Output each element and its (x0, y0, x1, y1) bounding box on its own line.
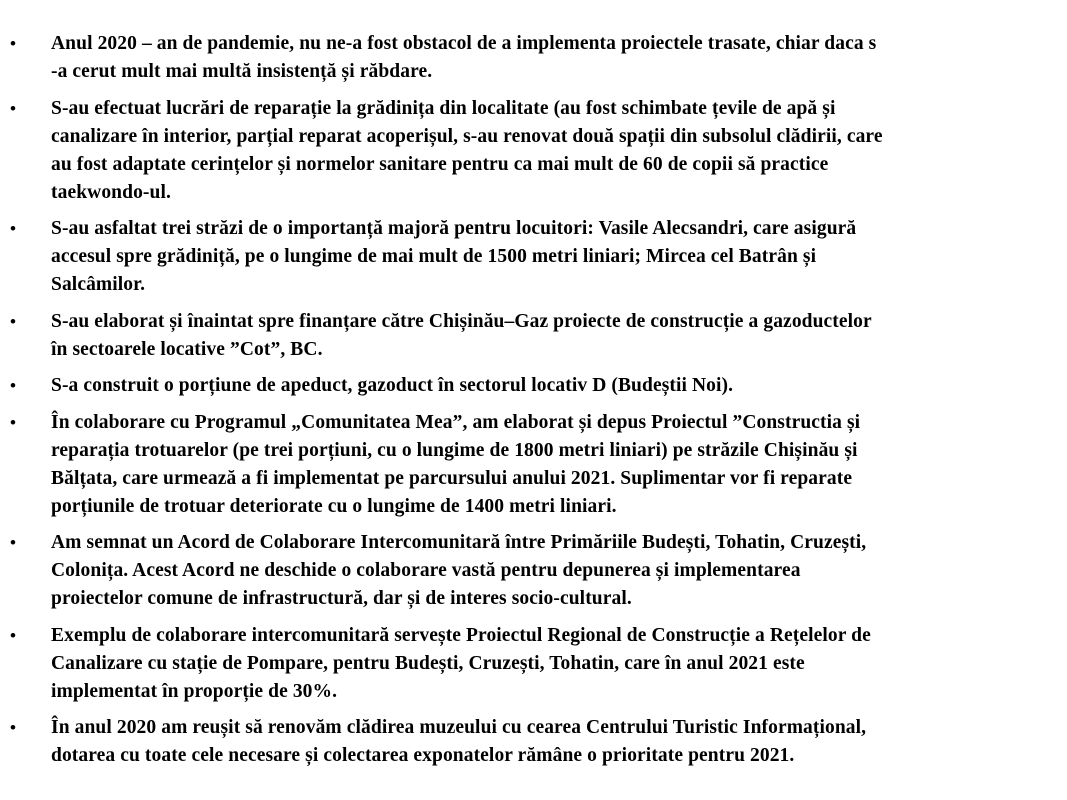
bullet-text-line: Salcâmilor. (51, 274, 146, 295)
bullet-item (0, 409, 1053, 521)
bullet-icon: • (10, 219, 17, 238)
bullet-text-line: porțiunile de trotuar deteriorate cu o lungime de 1400 metri liniari. (51, 495, 617, 517)
bullet-text-line: În colaborare cu Programul „Comunitatea Mea”, am elaborat și depus Proiectul ”Constructia și (51, 411, 861, 433)
bullet-text-line: Canalizare cu stație de Pompare, pentru Budești, Cruzești, Tohatin, care în anul 2021 este (51, 652, 805, 674)
bullet-text-line: în sectoarele locative ”Cot”, BC. (51, 338, 323, 360)
bullet-text-line: dotarea cu toate cele necesare și colectarea exponatelor rămâne o prioritate pentru 2021. (51, 745, 795, 766)
bullet-item (0, 529, 1053, 613)
bullet-item (0, 95, 1053, 207)
bullet-text-line: -a cerut mult mai multă insistență și răbdare. (51, 61, 433, 82)
bullet-text-line: În anul 2020 am reușit să renovăm clădirea muzeului cu cearea Centrului Turistic Informațional, (51, 717, 867, 738)
bullet-item (0, 372, 1053, 400)
bullet-text-line: canalizare în interior, parțial reparat acoperișul, s-au renovat două spații din subsolul clădirii, care (51, 125, 883, 147)
bullet-text-line: Exemplu de colaborare intercomunitară servește Proiectul Regional de Construcție a Rețelelor de (51, 624, 871, 646)
bullet-icon: • (10, 718, 17, 737)
bullet-text-line: accesul spre grădiniță, pe o lungime de mai mult de 1500 metri liniari; Mircea cel Batrân și (51, 246, 817, 267)
bullet-icon: • (10, 625, 17, 645)
bullet-item (0, 215, 1053, 299)
bullet-text-line: Am semnat un Acord de Colaborare Intercomunitară între Primăriile Budești, Tohatin, Cruzești, (51, 532, 867, 553)
bullet-icon: • (10, 376, 17, 395)
bullet-icon: • (10, 98, 17, 118)
bullet-item (0, 622, 1053, 706)
bullet-text-line: Colonița. Acest Acord ne deschide o colaborare vastă pentru depunerea și implementarea (51, 560, 801, 581)
bullet-text-line: Bălțata, care urmează a fi implementat pe parcursului anului 2021. Suplimentar vor fi reparate (51, 467, 853, 489)
bullet-text-line: S-au elaborat și înaintat spre finanțare către Chișinău–Gaz proiecte de construcție a gazoductelor (51, 310, 872, 332)
bullet-text-line: reparația trotuarelor (pe trei porțiuni, cu o lungime de 1800 metri liniari) pe străzile Chișinău și (51, 439, 858, 461)
bullet-icon: • (10, 34, 17, 53)
bullet-list (0, 30, 1053, 770)
bullet-item (0, 714, 1053, 770)
bullet-icon: • (10, 533, 17, 552)
bullet-item (0, 30, 1053, 86)
bullet-text-line: proiectelor comune de infrastructură, dar și de interes socio-cultural. (51, 588, 632, 609)
bullet-text-line: taekwondo-ul. (51, 181, 171, 203)
bullet-text-line: S-a construit o porțiune de apeduct, gazoduct în sectorul locativ D (Budeștii Noi). (51, 375, 734, 396)
bullet-text-line: implementat în proporție de 30%. (51, 680, 338, 702)
bullet-icon: • (10, 412, 17, 432)
bullet-text-line: au fost adaptate cerințelor și normelor sanitare pentru ca mai mult de 60 de copii să practice (51, 153, 829, 175)
bullet-text-line: Anul 2020 – an de pandemie, nu ne-a fost obstacol de a implementa proiectele trasate, chiar daca s (51, 33, 877, 54)
bullet-item (0, 308, 1053, 364)
bullet-text-line: S-au efectuat lucrări de reparație la grădinița din localitate (au fost schimbate țevile de apă și (51, 97, 836, 119)
bullet-icon: • (10, 311, 17, 331)
bullet-text-line: S-au asfaltat trei străzi de o importanță majoră pentru locuitori: Vasile Alecsandri, care asigură (51, 218, 857, 239)
